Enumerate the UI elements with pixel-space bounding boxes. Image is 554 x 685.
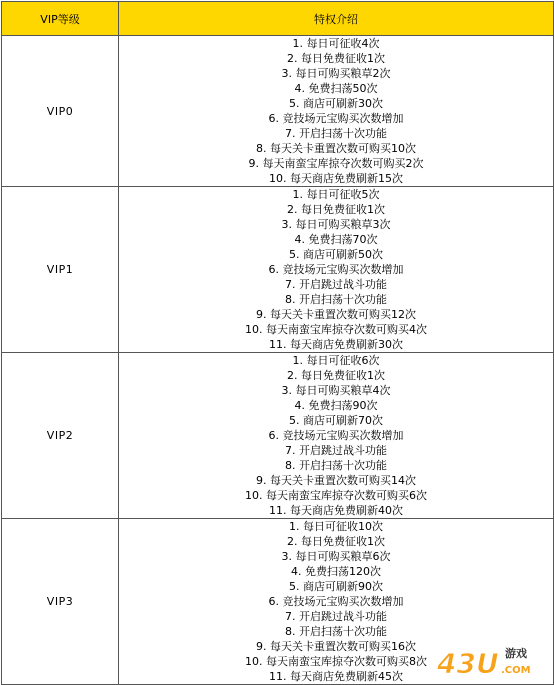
privilege-item: 10. 每天南蛮宝库掠夺次数可购买4次 [245,323,427,336]
privilege-list-cell [119,36,554,187]
privilege-item: 2. 每日免费征收1次 [287,369,385,382]
privilege-item: 6. 竞技场元宝购买次数增加 [268,112,404,125]
vip-row-vip1 [2,187,554,353]
vip-level-cell: VIP2 [2,353,119,519]
privilege-item: 5. 商店可刷新90次 [289,580,383,593]
header-vip-level: VIP等级 [2,2,119,36]
vip-row-vip2 [2,353,554,519]
privilege-item: 10. 每天商店免费刷新15次 [269,172,403,185]
privilege-item: 1. 每日可征收10次 [289,520,383,533]
privilege-item: 6. 竞技场元宝购买次数增加 [268,263,404,276]
logo-youxi-text: 游戏 [505,647,527,660]
privilege-item: 4. 免费扫荡120次 [291,565,381,578]
privilege-item: 5. 商店可刷新30次 [289,97,383,110]
privilege-item: 4. 免费扫荡50次 [294,82,378,95]
privilege-item: 1. 每日可征收5次 [292,188,380,201]
privilege-item: 10. 每天南蛮宝库掠夺次数可购买6次 [245,489,427,502]
privilege-item: 11. 每天商店免费刷新30次 [269,338,403,351]
privilege-item: 2. 每日免费征收1次 [287,52,385,65]
privilege-item: 6. 竞技场元宝购买次数增加 [268,595,404,608]
privilege-item: 7. 开启扫荡十次功能 [285,127,387,140]
privilege-item: 9. 每天关卡重置次数可购买14次 [256,474,416,487]
logo-com-text: .COM [501,665,531,676]
privilege-item: 7. 开启跳过战斗功能 [285,278,387,291]
privilege-item: 5. 商店可刷新70次 [289,414,383,427]
privilege-item: 7. 开启跳过战斗功能 [285,610,387,623]
vip-level-cell: VIP0 [2,36,119,187]
table-header-row [2,2,554,36]
privilege-item: 8. 每天关卡重置次数可购买10次 [256,142,416,155]
privilege-item: 3. 每日可购买粮草4次 [281,384,391,397]
privilege-item: 9. 每天关卡重置次数可购买16次 [256,640,416,653]
privilege-item: 1. 每日可征收6次 [292,354,380,367]
privilege-item: 6. 竞技场元宝购买次数增加 [268,429,404,442]
vip-level-cell: VIP3 [2,519,119,685]
privilege-item: 4. 免费扫荡70次 [294,233,378,246]
privilege-item: 5. 商店可刷新50次 [289,248,383,261]
header-privilege-intro: 特权介绍 [119,2,554,36]
43u-logo-watermark [435,644,551,678]
privilege-item: 8. 开启扫荡十次功能 [285,625,387,638]
privilege-item: 2. 每日免费征收1次 [287,203,385,216]
privilege-item: 11. 每天商店免费刷新40次 [269,504,403,517]
privilege-item: 8. 开启扫荡十次功能 [285,293,387,306]
privilege-item: 11. 每天商店免费刷新45次 [269,670,403,683]
privilege-item: 3. 每日可购买粮草2次 [281,67,391,80]
privilege-list-cell [119,353,554,519]
privilege-item: 9. 每天关卡重置次数可购买12次 [256,308,416,321]
privilege-item: 10. 每天南蛮宝库掠夺次数可购买8次 [245,655,427,668]
privilege-item: 3. 每日可购买粮草3次 [281,218,391,231]
privilege-item: 8. 开启扫荡十次功能 [285,459,387,472]
privilege-item: 4. 免费扫荡90次 [294,399,378,412]
table-body [2,36,554,685]
privilege-item: 1. 每日可征收4次 [292,37,380,50]
vip-row-vip0 [2,36,554,187]
privilege-item: 7. 开启跳过战斗功能 [285,444,387,457]
privilege-list-cell [119,187,554,353]
logo-43u-text: 43U [437,647,499,678]
vip-level-cell: VIP1 [2,187,119,353]
privilege-item: 3. 每日可购买粮草6次 [281,550,391,563]
privilege-item: 9. 每天南蛮宝库掠夺次数可购买2次 [248,157,424,170]
privilege-item: 2. 每日免费征收1次 [287,535,385,548]
vip-table [1,1,554,685]
